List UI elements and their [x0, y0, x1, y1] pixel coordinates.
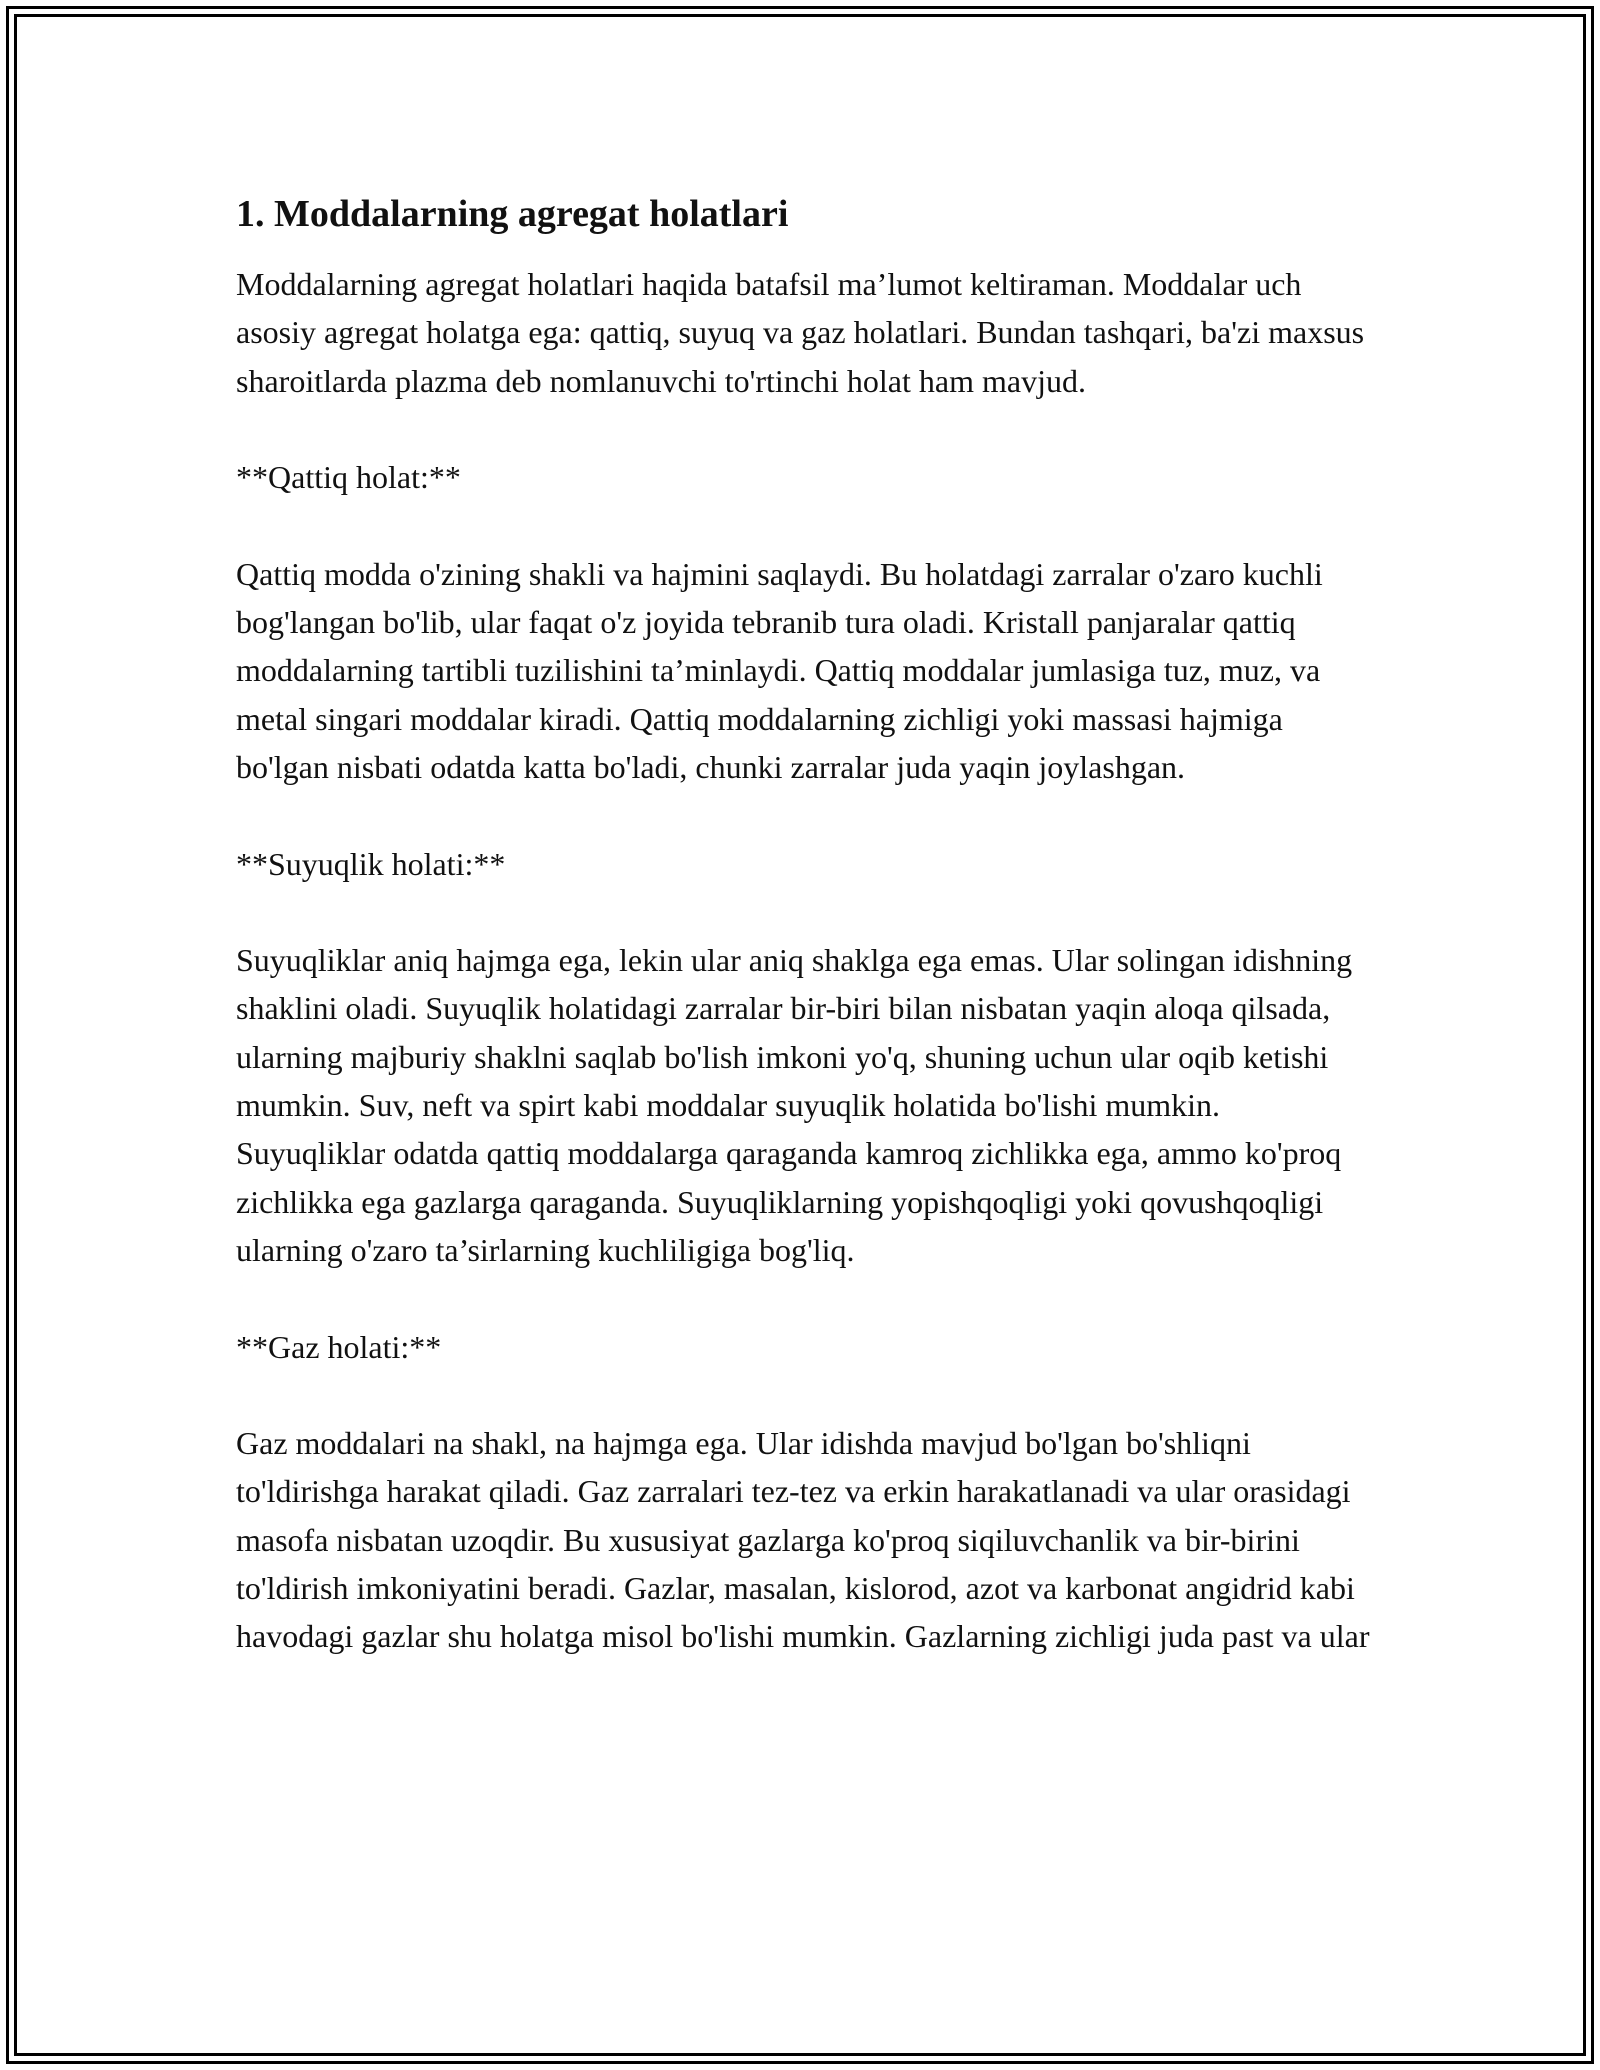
solid-state-heading: **Qattiq holat:**: [236, 459, 461, 496]
gas-state-heading: **Gaz holati:**: [236, 1328, 442, 1365]
gas-state-paragraph: Gaz moddalari na shakl, na hajmga ega. Ular idishda mavjud bo'lgan bo'shliqni to'ldirishga harakat qiladi. Gaz zarralari tez-tez va erkin harakatlanadi va ular orasidagi masofa nisbatan uzoqdir. Bu xususiyat gazlarga ko'proq siqiluvchanlik va bir-birini to'ldirish imkoniyatini beradi. Gazlar, masalan, kislorod, azot va karbonat angidrid kabi havodagi gazlar shu holatga misol bo'lishi mumkin. Gazlarning zichligi juda past va ular: [236, 1425, 1370, 1655]
solid-state-paragraph: Qattiq modda o'zining shakli va hajmini saqlaydi. Bu holatdagi zarralar o'zaro kuchli bog'langan bo'lib, ular faqat o'z joyida tebranib tura oladi. Kristall panjaralar qattiq moddalarning tartibli tuzilishini ta’minlaydi. Qattiq moddalar jumlasiga tuz, muz, va metal singari moddalar kiradi. Qattiq moddalarning zichligi yoki massasi hajmiga bo'lgan nisbati odatda katta bo'ladi, chunki zarralar juda yaqin joylashgan.: [236, 555, 1323, 785]
intro-paragraph: Moddalarning agregat holatlari haqida batafsil ma’lumot keltiraman. Moddalar uch asosiy agregat holatga ega: qattiq, suyuq va gaz holatlari. Bundan tashqari, ba'zi maxsus sharoitlarda plazma deb nomlanuvchi to'rtinchi holat ham mavjud.: [236, 266, 1365, 399]
document-body: [236, 180, 1376, 1709]
section-heading: 1. Moddalarning agregat holatlari: [236, 193, 789, 235]
liquid-state-heading: **Suyuqlik holati:**: [236, 845, 506, 882]
liquid-state-paragraph: Suyuqliklar aniq hajmga ega, lekin ular aniq shaklga ega emas. Ular solingan idishning shaklini oladi. Suyuqlik holatidagi zarralar bir-biri bilan nisbatan yaqin aloqa qilsada, ularning majburiy shaklni saqlab bo'lish imkoni yo'q, shuning uchun ular oqib ketishi mumkin. Suv, neft va spirt kabi moddalar suyuqlik holatida bo'lishi mumkin. Suyuqliklar odatda qattiq moddalarga qaraganda kamroq zichlikka ega, ammo ko'proq zichlikka ega gazlarga qaraganda. Suyuqliklarning yopishqoqligi yoki qovushqoqligi ularning o'zaro ta’sirlarning kuchliligiga bog'liq.: [236, 942, 1353, 1268]
